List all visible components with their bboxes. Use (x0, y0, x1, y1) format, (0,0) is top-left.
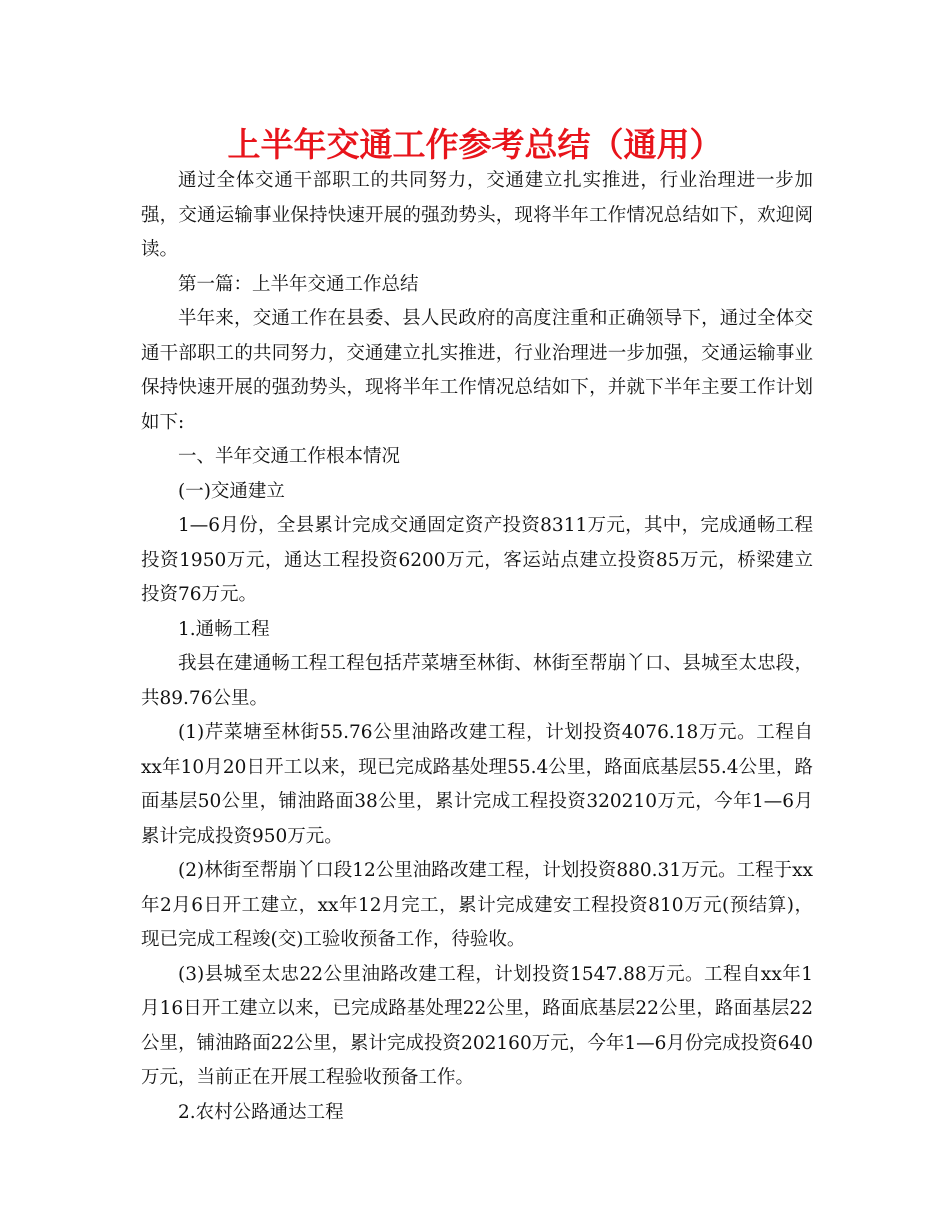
paragraph: 我县在建通畅工程工程包括芹菜塘至林街、林街至帮崩丫口、县城至太忠段，共89.76公里。 (141, 653, 813, 709)
section-heading: 一、半年交通工作根本情况 (178, 446, 401, 467)
list-item-paragraph: (3)县城至太忠22公里油路改建工程，计划投资1547.88万元。工程自xx年1月16日开工建立以来，已完成路基处理22公里，路面底基层22公里，路面基层22公里，铺油路面22公里，累计完成投资202160万元，今年1—6月份完成投资640万元，当前正在开展工程验收预备工作。 (141, 963, 813, 1088)
section-heading: 第一篇：上半年交通工作总结 (178, 273, 419, 295)
subsection-heading: (一)交通建立 (178, 480, 285, 502)
document-title: 上半年交通工作参考总结（通用） (227, 125, 723, 164)
list-item-paragraph: (2)林街至帮崩丫口段12公里油路改建工程，计划投资880.31万元。工程于xx年2月6日开工建立，xx年12月完工，累计完成建安工程投资810万元(预结算)，现已完成工程竣(交)工验收预备工作，待验收。 (141, 860, 813, 950)
list-item-paragraph: (1)芹菜塘至林街55.76公里油路改建工程，计划投资4076.18万元。工程自xx年10月20日开工以来，现已完成路基处理55.4公里，路面底基层55.4公里，路面基层50公里，铺油路面38公里，累计完成工程投资320210万元，今年1—6月累计完成投资950万元。 (141, 722, 813, 847)
document-body (141, 164, 813, 1130)
subsection-heading: 1.通畅工程 (178, 618, 270, 640)
paragraph: 1—6月份，全县累计完成交通固定资产投资8311万元，其中，完成通畅工程投资1950万元，通达工程投资6200万元，客运站点建立投资85万元，桥梁建立投资76万元。 (141, 515, 813, 605)
subsection-heading: 2.农村公路通达工程 (178, 1101, 344, 1123)
paragraph: 半年来，交通工作在县委、县人民政府的高度注重和正确领导下，通过全体交通干部职工的共同努力，交通建立扎实推进，行业治理进一步加强，交通运输事业保持快速开展的强劲势头，现将半年工作情况总结如下，并就下半年主要工作计划如下: (141, 308, 813, 433)
paragraph-intro: 通过全体交通干部职工的共同努力，交通建立扎实推进，行业治理进一步加强，交通运输事业保持快速开展的强劲势头，现将半年工作情况总结如下，欢迎阅读。 (141, 170, 813, 260)
